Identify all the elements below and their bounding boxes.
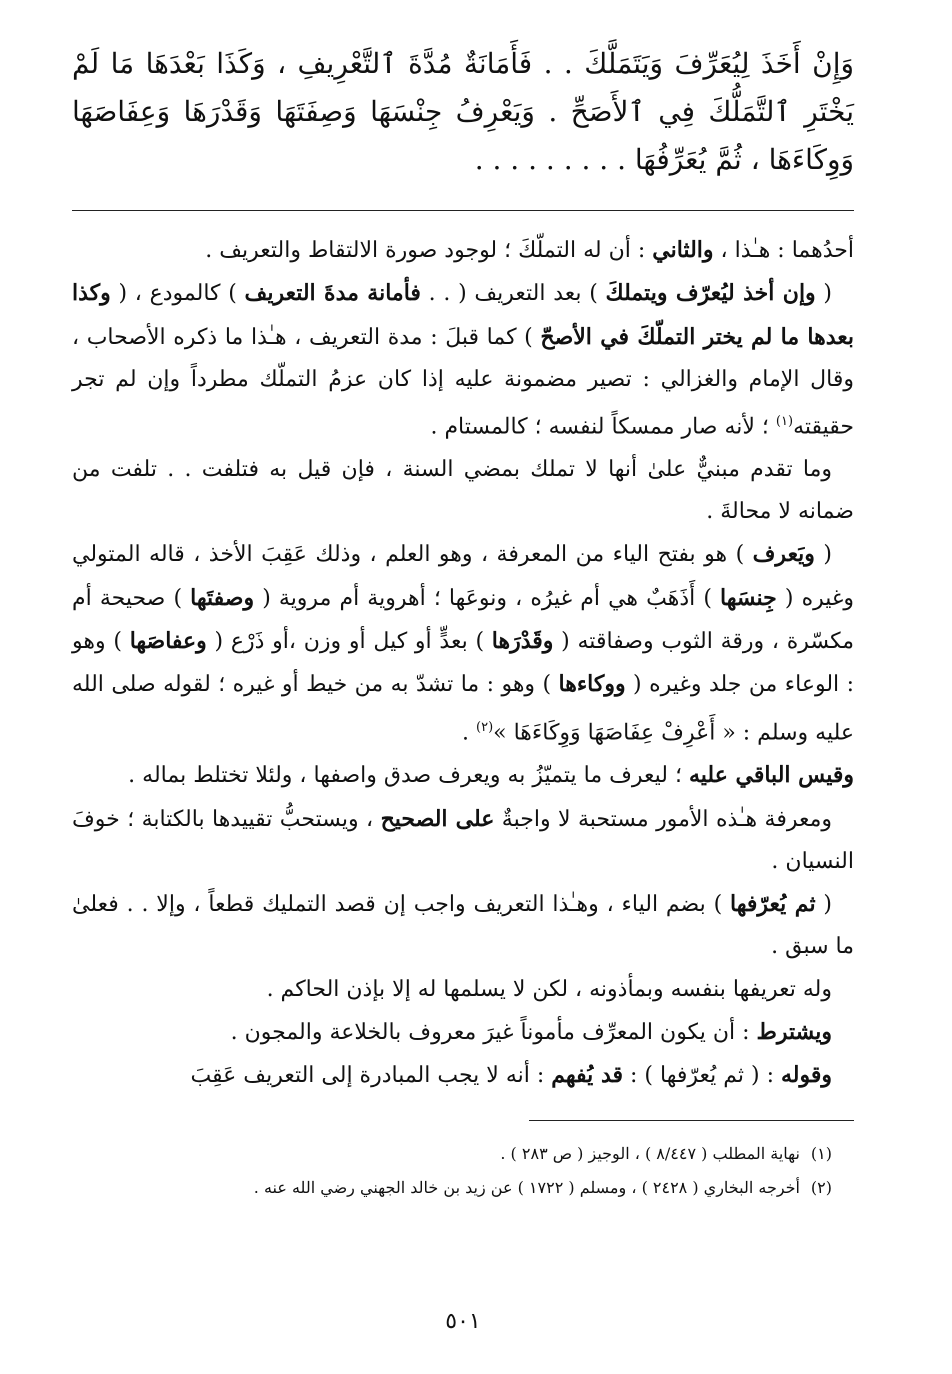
bold-term: فأمانة مدةَ التعريف <box>244 280 421 307</box>
text-run: : ( ثم يُعرّفها ) : <box>623 1063 781 1089</box>
footnote-number: (٢) <box>810 1177 832 1197</box>
matn-text: وَإِنْ أَخَذَ لِيُعَرِّفَ وَيَتَمَلَّكَ . . فَأَمَانَةٌ مُدَّةَ ٱلتَّعْرِيفِ ، وَكَذَا بَعْدَهَا مَا لَمْ يَخْتَرِ ٱلتَّمَلُّكَ فِي ٱلأَصَحِّ . وَيَعْرِفُ جِنْسَهَا وَصِفَتَهَا وَقَدْرَهَا وَعِفَاصَهَا وَوِكَاءَهَا ، ثُمَّ يُعَرِّفُهَا . . . . . . . . . <box>72 47 854 176</box>
text-run: ) بعد التعريف ( . . <box>420 281 606 307</box>
text-run: ( <box>815 892 832 918</box>
bold-term: قد يُفهم <box>551 1062 624 1089</box>
commentary-paragraph-5 <box>72 754 854 797</box>
commentary-paragraph-8: وله تعريفها بنفسه وبمأذونه ، لكن لا يسلمها له إلا بإذن الحاكم . <box>266 976 832 1002</box>
footnote-ref[interactable]: (١) <box>775 414 794 430</box>
text-run: ) كالمودع ، ( <box>110 281 245 307</box>
text-run: ) وهو : ما تشدّ به من خيط أو غيره ؛ لقوله صلى الله عليه وسلم : « أَعْرِفْ عِفَاصَهَا وَوِكَاءَهَا » <box>72 672 854 745</box>
footnote-text: نهاية المطلب ( ٨/٤٤٧ ) ، الوجيز ( ص ٢٨٣ ) . <box>500 1143 800 1163</box>
text-run: . <box>462 719 476 745</box>
footnote-1 <box>72 1137 832 1171</box>
text-run: ، ويستحبُّ تقييدها بالكتابة ؛ خوفَ النسيان . <box>72 806 854 874</box>
bold-term: وإن أخذ ليُعرّف ويتملكَ <box>605 280 816 307</box>
text-run: ) أَذَهَبٌ هي أم غيرُه ، ونوعَها ؛ أهروية أم مروية ( <box>254 585 721 611</box>
text-run: : أن يكون المعرِّف مأموناً غيرَ معروف بالخلاعة والمجون . <box>230 1020 757 1045</box>
commentary-paragraph-4 <box>72 533 854 754</box>
footnotes <box>72 1137 854 1205</box>
text-run: ( <box>815 281 832 307</box>
text-run: : أن له التملّكَ ؛ لوجود صورة الالتقاط والتعريف . <box>205 238 653 263</box>
commentary-paragraph-1 <box>72 229 854 272</box>
footnote-number: (١) <box>810 1143 832 1163</box>
bold-term: والثاني <box>652 237 714 263</box>
bold-term: وعفاصَها <box>129 628 207 654</box>
text-run: ؛ ليعرف ما يتميّزُ به ويعرف صدق واصفها ، ولئلا تختلط بماله . <box>128 763 689 789</box>
bold-term: على الصحيح <box>380 805 495 832</box>
commentary-paragraph-10 <box>72 1054 854 1097</box>
bold-term: جِنسَها <box>720 584 777 611</box>
bold-term: وقوله <box>780 1062 832 1089</box>
bold-term: وكذا بعدها ما لم يختر التملّكَ في الأصحّ <box>72 280 854 350</box>
text-run: ) بعدٍّ أو كيل أو وزن ،أو ذَرْع ( <box>206 629 492 654</box>
commentary-paragraph-7 <box>72 883 854 969</box>
book-page <box>72 30 854 1374</box>
commentary-paragraph-9 <box>72 1011 854 1054</box>
text-run: ( <box>814 542 832 568</box>
bold-term: وصفتَها <box>190 584 255 611</box>
text-run: : أنه لا يجب المبادرة إلى التعريف عَقِبَ <box>190 1063 552 1089</box>
bold-term: وقَدْرَها <box>491 628 554 654</box>
footnote-text: أخرجه البخاري ( ٢٤٢٨ ) ، ومسلم ( ١٧٢٢ ) عن زيد بن خالد الجهني رضي الله عنه . <box>253 1177 800 1197</box>
bold-term: ويشترط <box>756 1019 832 1045</box>
commentary-paragraph-2 <box>72 272 854 449</box>
text-run: ) وهو : الوعاء من جلد وغيره ( <box>72 629 854 698</box>
bold-term: ويَعرف <box>752 541 815 568</box>
commentary-paragraph-6 <box>72 798 854 884</box>
separator-rule <box>72 210 854 211</box>
text-run: ) صحيحة أم مكسّرة ، ورقة الثوب وصفاقته ( <box>72 585 855 654</box>
text-run: ومعرفة هـٰذه الأمور مستحبة لا واجبةٌ <box>494 806 832 832</box>
bold-term: ووكاءها <box>558 671 626 698</box>
footnote-separator <box>529 1120 854 1121</box>
bold-term: ثم يُعرّفها <box>730 891 816 918</box>
text-run: ) كما قبلَ : مدة التعريف ، هـٰذا ما ذكره الأصحاب ، وقال الإمام والغزالي : تصير مضمونة عليه إذا كان عزمُ التملّك مطرداً وإن لم تجر حقيقته <box>72 324 854 440</box>
text-run: ) بضم الياء ، وهـٰذا التعريف واجب إن قصد التمليك قطعاً ، وإلا . . فعلىٰ ما سبق . <box>72 892 854 960</box>
text-run: أحدُهما : هـٰذا ، <box>713 238 854 263</box>
text-run: ؛ لأنه صار ممسكاً لنفسه ؛ كالمستام . <box>430 414 776 440</box>
footnote-2 <box>72 1171 832 1205</box>
page-number: ٥٠١ <box>445 1309 481 1334</box>
commentary-paragraph-3: وما تقدم مبنيٌّ علىٰ أنها لا تملك بمضي السنة ، فإن قيل به فتلفت . . تلفت من ضمانه لا محالةَ . <box>72 456 854 525</box>
footnote-ref[interactable]: (٢) <box>476 719 494 735</box>
text-run: ) هو بفتح الياء من المعرفة ، وهو العلم ، وذلك عَقِبَ الأخذ ، قاله المتولي وغيره ( <box>72 542 854 611</box>
commentary <box>72 229 854 1098</box>
bold-term: وقيس الباقي عليه <box>689 762 854 789</box>
